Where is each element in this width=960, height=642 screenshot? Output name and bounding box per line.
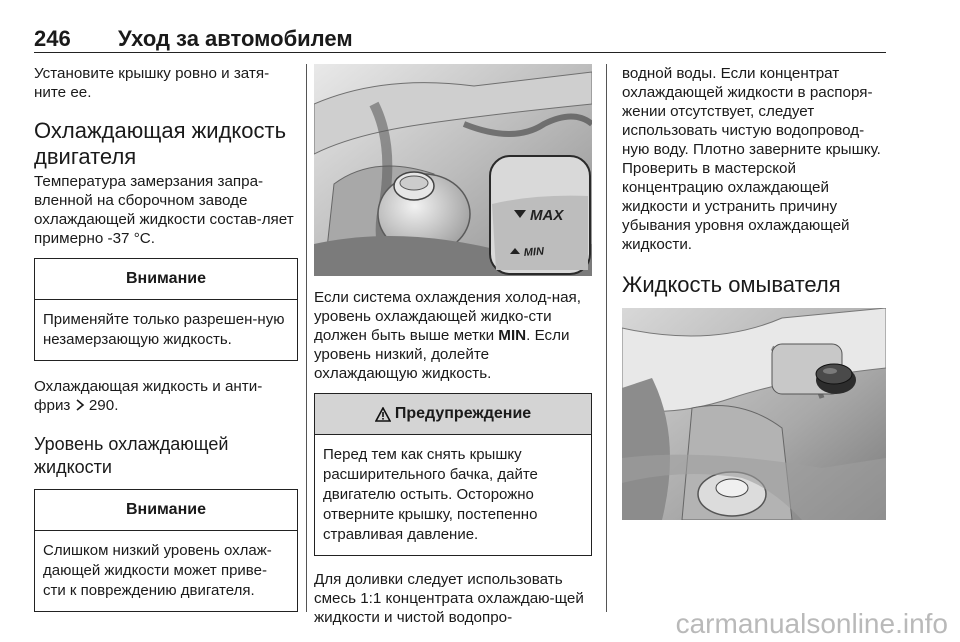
notice-title-1: Внимание [35,259,297,300]
page-number: 246 [34,26,71,51]
level-text-end: . Если уровень низкий, долейте охлаждающую жидкость. [314,327,570,382]
notice-body-2: Слишком низкий уровень охлаж-дающей жидкости может приве-сти к повреждению двигателя. [43,542,272,599]
page-header [34,22,886,53]
level-heading: Уровень охлаждающей жидкости [34,434,229,477]
warning-title [315,394,591,435]
page-reference-icon [75,399,85,411]
intro-paragraph: Установите крышку ровно и затя-ните ее. [34,65,270,101]
column-1 [34,64,298,612]
water-paragraph: водной воды. Если концентрат охлаждающей жидкости в распоря-жении отсутствует, следует использовать чистую водопровод-ную воду. Плотно заверните крышку. Проверить в мастерской концентрацию охлаждающей жидкости и устранить причину убывания уровня охлаждающей жидкости. [622,65,881,253]
column-divider-left [306,64,307,612]
min-mark-text: MIN [498,327,527,344]
notice-box-2 [34,489,298,612]
washer-reservoir-photo [622,308,886,520]
section-title: Уход за автомобилем [118,26,353,51]
warning-box [314,393,592,556]
reference-page[interactable]: 290. [88,397,119,414]
coolant-heading: Охлаждающая жидкость двигателя [34,118,287,169]
coolant-reservoir-photo [314,64,592,276]
mixture-paragraph: Для доливки следует использовать смесь 1:1 концентрата охлаждаю-щей жидкости и чистой водопро- [314,571,584,626]
watermark: carmanualsonline.info [675,608,948,639]
level-text-start: Если система охлаждения холод-ная, уровень охлаждающей жидко-сти должен быть выше метки [314,289,581,344]
warning-body: Перед тем как снять крышку расширительного бачка, дайте двигателю остыть. Осторожно отверните крышку, постепенно стравливая давление. [323,446,538,543]
notice-box-1 [34,258,298,361]
min-mark-label: MIN [523,245,545,259]
washer-fluid-heading: Жидкость омывателя [622,272,841,297]
column-2 [314,64,592,627]
warning-title-text: Предупреждение [394,405,532,422]
coolant-paragraph: Температура замерзания запра-вленной на сборочном заводе охлаждающей жидкости состав-ляет примерно -37 °C. [34,173,294,247]
column-3 [622,64,888,520]
level-paragraph [314,288,592,383]
notice-body-1: Применяйте только разрешен-ную незамерзающую жидкость. [43,311,285,348]
notice-title-2: Внимание [35,490,297,531]
max-mark-label: MAX [530,207,564,224]
reference-text: Охлаждающая жидкость и анти-фриз [34,378,263,414]
warning-triangle-icon [375,407,391,422]
column-divider-right [606,64,607,612]
reference-paragraph [34,377,298,415]
